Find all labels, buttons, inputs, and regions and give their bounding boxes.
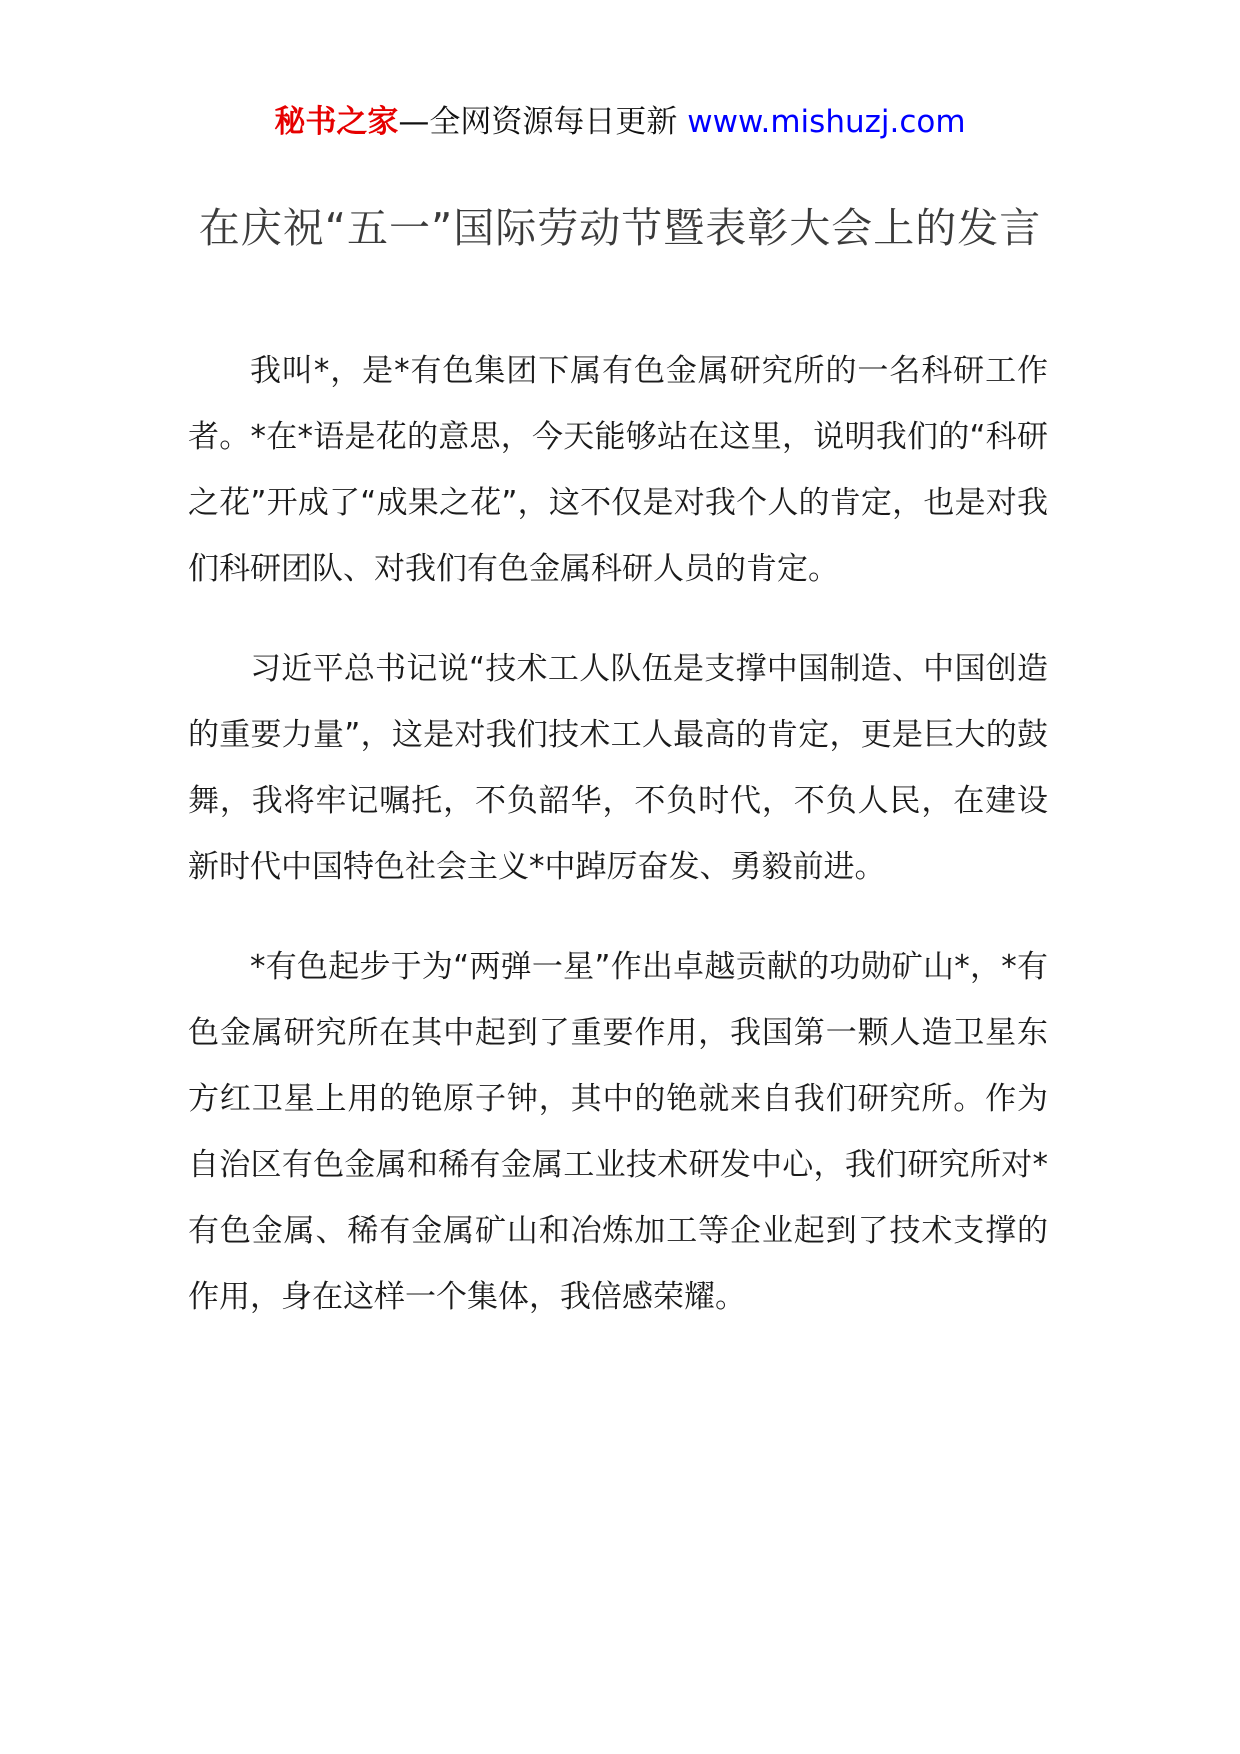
paragraph-3: *有色起步于为“两弹一星”作出卓越贡献的功勋矿山*，*有色金属研究所在其中起到了重要作用，我国第一颗人造卫星东方红卫星上用的铯原子钟，其中的铯就来自我们研究所。作为自治区有色金属和稀有金属工业技术研发中心，我们研究所对*有色金属、稀有金属矿山和冶炼加工等企业起到了技术支撑的作用，身在这样一个集体，我倍感荣耀。 xyxy=(188,949,1048,1315)
site-brand: 秘书之家 xyxy=(274,104,399,140)
site-header xyxy=(0,100,1240,144)
paragraph-1: 我叫*，是*有色集团下属有色金属研究所的一名科研工作者。*在*语是花的意思，今天能够站在这里，说明我们的“科研之花”开成了“成果之花”，这不仅是对我个人的肯定，也是对我们科研团队、对我们有色金属科研人员的肯定。 xyxy=(188,353,1048,587)
document-title: 在庆祝“五一”国际劳动节暨表彰大会上的发言 xyxy=(198,204,1042,252)
site-slogan: —全网资源每日更新 xyxy=(398,104,678,140)
site-url-link[interactable]: www.mishuzj.com xyxy=(687,104,966,140)
document-body xyxy=(188,338,1048,1364)
paragraph-2: 习近平总书记说“技术工人队伍是支撑中国制造、中国创造的重要力量”，这是对我们技术工人最高的肯定，更是巨大的鼓舞，我将牢记嘱托，不负韶华，不负时代，不负人民，在建设新时代中国特色社会主义*中踔厉奋发、勇毅前进。 xyxy=(188,651,1048,885)
